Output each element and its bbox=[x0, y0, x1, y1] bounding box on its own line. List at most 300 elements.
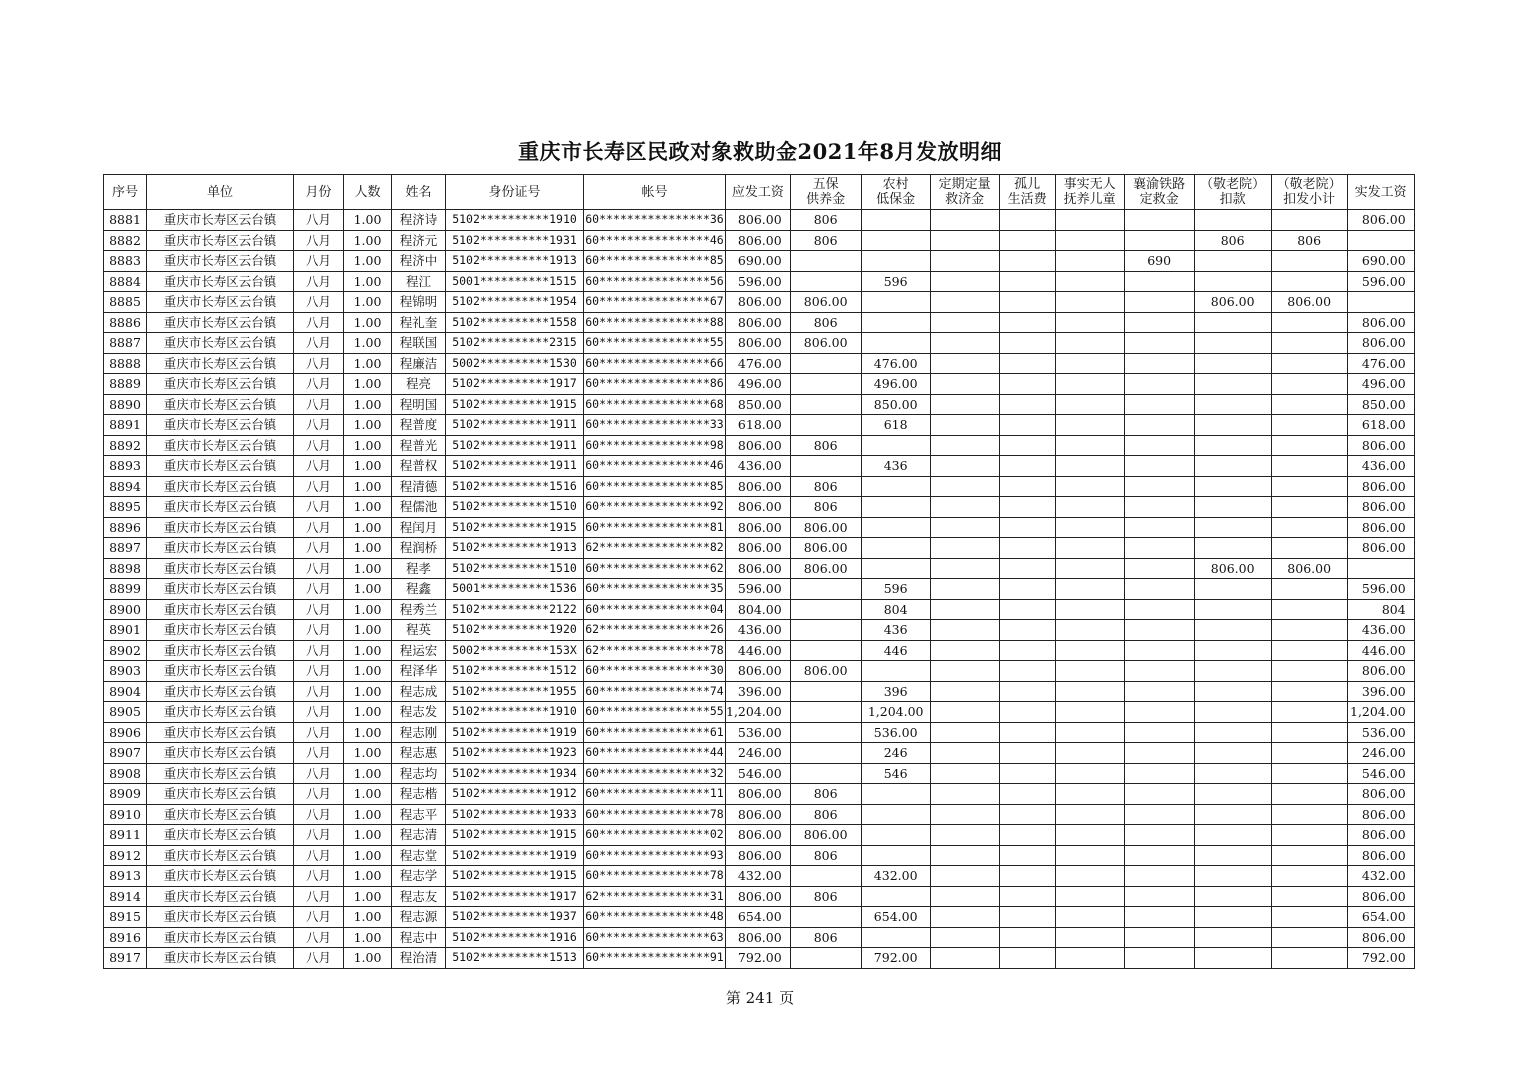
table-cell bbox=[930, 415, 999, 436]
table-cell: 重庆市长寿区云台镇 bbox=[147, 517, 294, 538]
table-cell: 5102**********1919 bbox=[446, 845, 584, 866]
table-cell bbox=[1271, 661, 1347, 682]
table-cell: 5102**********1910 bbox=[446, 210, 584, 231]
table-cell: 8914 bbox=[104, 886, 147, 907]
table-cell bbox=[1194, 866, 1271, 887]
table-cell bbox=[1271, 394, 1347, 415]
table-cell: 八月 bbox=[294, 620, 344, 641]
page-title: 重庆市长寿区民政对象救助金2021年8月发放明细 bbox=[517, 139, 1003, 164]
table-cell: 1.00 bbox=[344, 927, 392, 948]
table-cell: 806.00 bbox=[1347, 886, 1414, 907]
table-cell bbox=[861, 333, 930, 354]
table-cell bbox=[861, 538, 930, 559]
table-cell: 程清德 bbox=[392, 476, 446, 497]
table-cell: 8913 bbox=[104, 866, 147, 887]
table-cell: 重庆市长寿区云台镇 bbox=[147, 661, 294, 682]
table-cell bbox=[1271, 927, 1347, 948]
table-cell bbox=[1271, 333, 1347, 354]
table-cell bbox=[1124, 907, 1194, 928]
table-row bbox=[104, 230, 1415, 251]
table-cell: 806.00 bbox=[726, 210, 791, 231]
table-cell bbox=[1055, 292, 1124, 313]
table-cell bbox=[1055, 497, 1124, 518]
table-cell: 806 bbox=[790, 435, 861, 456]
table-cell bbox=[1194, 927, 1271, 948]
table-cell bbox=[1055, 517, 1124, 538]
table-cell bbox=[861, 804, 930, 825]
table-cell bbox=[1194, 948, 1271, 969]
table-cell bbox=[861, 312, 930, 333]
table-cell: 806 bbox=[790, 476, 861, 497]
table-cell: 8896 bbox=[104, 517, 147, 538]
table-cell: 806 bbox=[790, 210, 861, 231]
table-cell: 806.00 bbox=[1271, 292, 1347, 313]
table-cell: 八月 bbox=[294, 333, 344, 354]
column-header: 人数 bbox=[344, 175, 392, 210]
table-cell bbox=[1124, 722, 1194, 743]
table-row bbox=[104, 353, 1415, 374]
table-cell: 536.00 bbox=[861, 722, 930, 743]
table-cell: 1.00 bbox=[344, 415, 392, 436]
column-header: 农村 低保金 bbox=[861, 175, 930, 210]
table-cell bbox=[1194, 251, 1271, 272]
table-cell bbox=[1124, 825, 1194, 846]
table-cell bbox=[1194, 620, 1271, 641]
table-cell: 八月 bbox=[294, 456, 344, 477]
table-cell: 546.00 bbox=[1347, 763, 1414, 784]
table-cell bbox=[999, 435, 1055, 456]
table-cell bbox=[790, 866, 861, 887]
table-cell: 程志均 bbox=[392, 763, 446, 784]
table-cell: 1.00 bbox=[344, 558, 392, 579]
table-cell bbox=[1194, 640, 1271, 661]
table-cell bbox=[1271, 722, 1347, 743]
table-cell bbox=[1055, 312, 1124, 333]
table-cell: 8893 bbox=[104, 456, 147, 477]
table-cell bbox=[790, 271, 861, 292]
table-cell bbox=[930, 312, 999, 333]
table-cell: 5102**********1513 bbox=[446, 948, 584, 969]
table-cell: 1.00 bbox=[344, 845, 392, 866]
table-cell: 5102**********1955 bbox=[446, 681, 584, 702]
table-cell: 246.00 bbox=[726, 743, 791, 764]
table-cell bbox=[1194, 804, 1271, 825]
table-cell bbox=[1124, 620, 1194, 641]
table-cell bbox=[1055, 210, 1124, 231]
table-cell: 5102**********1516 bbox=[446, 476, 584, 497]
table-cell bbox=[999, 251, 1055, 272]
table-cell: 重庆市长寿区云台镇 bbox=[147, 230, 294, 251]
table-row bbox=[104, 804, 1415, 825]
table-row bbox=[104, 292, 1415, 313]
table-cell bbox=[999, 374, 1055, 395]
column-header: 序号 bbox=[104, 175, 147, 210]
table-cell: 八月 bbox=[294, 866, 344, 887]
table-cell bbox=[861, 558, 930, 579]
table-cell: 436.00 bbox=[1347, 456, 1414, 477]
table-cell bbox=[1124, 333, 1194, 354]
table-cell bbox=[1055, 681, 1124, 702]
table-cell bbox=[861, 845, 930, 866]
table-cell bbox=[1124, 517, 1194, 538]
table-cell bbox=[930, 722, 999, 743]
table-cell: 程济中 bbox=[392, 251, 446, 272]
table-cell: 476.00 bbox=[726, 353, 791, 374]
table-cell bbox=[930, 886, 999, 907]
table-cell bbox=[930, 948, 999, 969]
table-cell: 八月 bbox=[294, 702, 344, 723]
table-cell: 程英 bbox=[392, 620, 446, 641]
table-cell: 792.00 bbox=[1347, 948, 1414, 969]
table-cell: 重庆市长寿区云台镇 bbox=[147, 722, 294, 743]
table-cell: 5102**********1917 bbox=[446, 886, 584, 907]
table-cell: 5102**********1913 bbox=[446, 251, 584, 272]
table-cell: 806.00 bbox=[1347, 497, 1414, 518]
table-cell: 8883 bbox=[104, 251, 147, 272]
table-cell: 806.00 bbox=[1347, 661, 1414, 682]
table-cell: 806.00 bbox=[1347, 333, 1414, 354]
table-cell: 8891 bbox=[104, 415, 147, 436]
table-cell: 496.00 bbox=[861, 374, 930, 395]
table-cell bbox=[1055, 661, 1124, 682]
table-cell bbox=[1055, 251, 1124, 272]
table-cell bbox=[999, 230, 1055, 251]
table-cell bbox=[1194, 886, 1271, 907]
table-cell: 806.00 bbox=[790, 661, 861, 682]
table-cell: 806.00 bbox=[726, 476, 791, 497]
table-cell: 476.00 bbox=[861, 353, 930, 374]
table-cell bbox=[1194, 435, 1271, 456]
table-cell bbox=[861, 435, 930, 456]
table-cell: 重庆市长寿区云台镇 bbox=[147, 620, 294, 641]
table-cell: 八月 bbox=[294, 784, 344, 805]
column-header: 五保 供养金 bbox=[790, 175, 861, 210]
table-cell: 596.00 bbox=[1347, 579, 1414, 600]
table-cell bbox=[790, 415, 861, 436]
table-cell: 804.00 bbox=[726, 599, 791, 620]
table-cell: 546.00 bbox=[726, 763, 791, 784]
table-cell bbox=[1271, 312, 1347, 333]
column-header: 月份 bbox=[294, 175, 344, 210]
table-cell: 60****************44 bbox=[584, 743, 726, 764]
table-header bbox=[104, 175, 1415, 210]
table-cell: 60****************81 bbox=[584, 517, 726, 538]
table-cell bbox=[790, 681, 861, 702]
table-cell bbox=[1124, 661, 1194, 682]
table-cell: 432.00 bbox=[1347, 866, 1414, 887]
table-cell bbox=[999, 907, 1055, 928]
table-cell: 程志清 bbox=[392, 825, 446, 846]
table-cell bbox=[790, 743, 861, 764]
table-cell: 60****************74 bbox=[584, 681, 726, 702]
table-cell: 8907 bbox=[104, 743, 147, 764]
table-cell: 8908 bbox=[104, 763, 147, 784]
table-cell: 重庆市长寿区云台镇 bbox=[147, 456, 294, 477]
table-cell: 1.00 bbox=[344, 702, 392, 723]
table-cell bbox=[999, 599, 1055, 620]
table-cell: 程鑫 bbox=[392, 579, 446, 600]
table-cell bbox=[1194, 210, 1271, 231]
table-cell bbox=[861, 784, 930, 805]
table-row bbox=[104, 579, 1415, 600]
table-cell: 八月 bbox=[294, 804, 344, 825]
table-cell bbox=[1194, 476, 1271, 497]
table-cell: 446 bbox=[861, 640, 930, 661]
table-cell: 5102**********1510 bbox=[446, 497, 584, 518]
table-cell bbox=[1194, 538, 1271, 559]
table-cell bbox=[999, 538, 1055, 559]
table-cell bbox=[1124, 497, 1194, 518]
table-cell: 8895 bbox=[104, 497, 147, 518]
table-cell bbox=[1194, 579, 1271, 600]
table-cell: 60****************85 bbox=[584, 476, 726, 497]
table-cell: 程润桥 bbox=[392, 538, 446, 559]
table-cell: 八月 bbox=[294, 230, 344, 251]
table-cell bbox=[999, 743, 1055, 764]
table-cell: 八月 bbox=[294, 394, 344, 415]
table-cell: 8909 bbox=[104, 784, 147, 805]
table-cell: 1.00 bbox=[344, 251, 392, 272]
table-cell bbox=[1055, 394, 1124, 415]
table-cell: 1,204.00 bbox=[1347, 702, 1414, 723]
table-cell bbox=[1124, 415, 1194, 436]
table-cell bbox=[790, 579, 861, 600]
table-cell: 八月 bbox=[294, 497, 344, 518]
table-cell bbox=[930, 804, 999, 825]
table-cell: 1.00 bbox=[344, 538, 392, 559]
table-cell bbox=[999, 415, 1055, 436]
column-header: （敬老院） 扣款 bbox=[1194, 175, 1271, 210]
table-cell: 690 bbox=[1124, 251, 1194, 272]
table-cell bbox=[1271, 271, 1347, 292]
table-cell: 8912 bbox=[104, 845, 147, 866]
table-cell: 八月 bbox=[294, 415, 344, 436]
table-cell bbox=[1124, 702, 1194, 723]
table-cell: 60****************55 bbox=[584, 333, 726, 354]
table-cell bbox=[1271, 374, 1347, 395]
table-cell: 1.00 bbox=[344, 907, 392, 928]
table-cell bbox=[1055, 927, 1124, 948]
table-cell: 806.00 bbox=[790, 538, 861, 559]
table-cell bbox=[930, 394, 999, 415]
table-cell bbox=[790, 640, 861, 661]
table-cell: 八月 bbox=[294, 886, 344, 907]
table-cell bbox=[930, 497, 999, 518]
table-cell: 5102**********1917 bbox=[446, 374, 584, 395]
table-cell bbox=[1055, 886, 1124, 907]
table-cell: 5102**********1912 bbox=[446, 784, 584, 805]
table-cell: 1.00 bbox=[344, 599, 392, 620]
table-cell bbox=[1271, 702, 1347, 723]
table-cell: 596.00 bbox=[1347, 271, 1414, 292]
table-cell: 60****************30 bbox=[584, 661, 726, 682]
table-cell: 436.00 bbox=[1347, 620, 1414, 641]
table-cell bbox=[1194, 702, 1271, 723]
table-cell: 246 bbox=[861, 743, 930, 764]
table-cell: 1.00 bbox=[344, 948, 392, 969]
table-row bbox=[104, 743, 1415, 764]
table-cell: 60****************93 bbox=[584, 845, 726, 866]
table-cell bbox=[1271, 743, 1347, 764]
table-cell bbox=[1055, 456, 1124, 477]
table-cell: 806.00 bbox=[726, 927, 791, 948]
table-cell: 60****************86 bbox=[584, 374, 726, 395]
table-cell bbox=[1194, 784, 1271, 805]
table-cell: 5102**********1915 bbox=[446, 866, 584, 887]
table-cell: 806.00 bbox=[1347, 845, 1414, 866]
table-cell: 806.00 bbox=[726, 804, 791, 825]
table-row bbox=[104, 251, 1415, 272]
table-row bbox=[104, 886, 1415, 907]
table-cell bbox=[790, 456, 861, 477]
table-cell: 重庆市长寿区云台镇 bbox=[147, 784, 294, 805]
table-cell bbox=[999, 456, 1055, 477]
table-cell: 重庆市长寿区云台镇 bbox=[147, 271, 294, 292]
table-cell: 806.00 bbox=[726, 661, 791, 682]
table-cell: 八月 bbox=[294, 845, 344, 866]
table-cell: 806.00 bbox=[1347, 927, 1414, 948]
table-cell: 806.00 bbox=[1347, 435, 1414, 456]
table-cell bbox=[930, 825, 999, 846]
table-cell: 654.00 bbox=[726, 907, 791, 928]
table-cell: 八月 bbox=[294, 661, 344, 682]
table-cell: 重庆市长寿区云台镇 bbox=[147, 251, 294, 272]
table-cell: 60****************35 bbox=[584, 579, 726, 600]
table-cell bbox=[1055, 722, 1124, 743]
table-cell bbox=[1124, 230, 1194, 251]
table-cell: 806.00 bbox=[1194, 292, 1271, 313]
table-cell bbox=[930, 599, 999, 620]
table-cell bbox=[861, 886, 930, 907]
table-cell bbox=[930, 845, 999, 866]
table-row bbox=[104, 866, 1415, 887]
table-cell bbox=[1124, 456, 1194, 477]
table-cell: 806 bbox=[790, 784, 861, 805]
table-cell bbox=[1271, 456, 1347, 477]
table-cell: 806.00 bbox=[1347, 210, 1414, 231]
column-header: 身份证号 bbox=[446, 175, 584, 210]
table-cell bbox=[1124, 353, 1194, 374]
table-cell: 806 bbox=[1194, 230, 1271, 251]
table-cell bbox=[1055, 763, 1124, 784]
table-cell: 62****************26 bbox=[584, 620, 726, 641]
table-cell bbox=[1271, 804, 1347, 825]
relief-payment-table bbox=[103, 174, 1415, 969]
table-cell bbox=[1124, 210, 1194, 231]
table-cell bbox=[1271, 763, 1347, 784]
table-cell: 60****************61 bbox=[584, 722, 726, 743]
table-cell: 806 bbox=[790, 312, 861, 333]
table-cell: 60****************36 bbox=[584, 210, 726, 231]
table-row bbox=[104, 333, 1415, 354]
table-cell bbox=[930, 702, 999, 723]
table-cell bbox=[1271, 620, 1347, 641]
table-cell: 806.00 bbox=[726, 886, 791, 907]
table-cell bbox=[1194, 763, 1271, 784]
column-header: 事实无人 抚养儿童 bbox=[1055, 175, 1124, 210]
table-cell: 八月 bbox=[294, 722, 344, 743]
table-cell: 重庆市长寿区云台镇 bbox=[147, 333, 294, 354]
table-cell bbox=[1124, 681, 1194, 702]
table-cell: 806.00 bbox=[1347, 784, 1414, 805]
table-cell: 八月 bbox=[294, 538, 344, 559]
table-cell: 8911 bbox=[104, 825, 147, 846]
table-cell bbox=[930, 640, 999, 661]
table-cell: 60****************88 bbox=[584, 312, 726, 333]
table-cell bbox=[1124, 476, 1194, 497]
table-cell: 806.00 bbox=[790, 558, 861, 579]
table-cell: 重庆市长寿区云台镇 bbox=[147, 640, 294, 661]
table-cell bbox=[1055, 948, 1124, 969]
table-cell bbox=[1194, 415, 1271, 436]
table-cell: 1.00 bbox=[344, 517, 392, 538]
table-cell: 程泽华 bbox=[392, 661, 446, 682]
table-cell bbox=[1124, 292, 1194, 313]
table-cell: 806.00 bbox=[726, 230, 791, 251]
table-row bbox=[104, 927, 1415, 948]
table-cell bbox=[999, 784, 1055, 805]
table-cell bbox=[999, 825, 1055, 846]
table-cell bbox=[1271, 784, 1347, 805]
table-cell: 8897 bbox=[104, 538, 147, 559]
table-cell bbox=[1124, 435, 1194, 456]
table-cell: 8894 bbox=[104, 476, 147, 497]
table-cell: 程秀兰 bbox=[392, 599, 446, 620]
table-cell: 806.00 bbox=[726, 312, 791, 333]
table-cell: 476.00 bbox=[1347, 353, 1414, 374]
table-cell: 八月 bbox=[294, 251, 344, 272]
table-cell: 八月 bbox=[294, 763, 344, 784]
table-cell: 618.00 bbox=[1347, 415, 1414, 436]
table-row bbox=[104, 374, 1415, 395]
table-cell bbox=[1194, 681, 1271, 702]
table-cell: 8884 bbox=[104, 271, 147, 292]
column-header: 帐号 bbox=[584, 175, 726, 210]
table-cell: 5002**********153X bbox=[446, 640, 584, 661]
table-cell: 806.00 bbox=[726, 333, 791, 354]
table-cell: 重庆市长寿区云台镇 bbox=[147, 907, 294, 928]
table-cell: 八月 bbox=[294, 681, 344, 702]
table-cell: 程志中 bbox=[392, 927, 446, 948]
table-cell: 1.00 bbox=[344, 579, 392, 600]
table-row bbox=[104, 620, 1415, 641]
table-cell bbox=[1055, 743, 1124, 764]
table-cell: 重庆市长寿区云台镇 bbox=[147, 558, 294, 579]
table-cell: 446.00 bbox=[726, 640, 791, 661]
table-cell: 1.00 bbox=[344, 804, 392, 825]
table-cell: 5102**********1558 bbox=[446, 312, 584, 333]
table-cell: 60****************67 bbox=[584, 292, 726, 313]
table-cell: 806.00 bbox=[1347, 804, 1414, 825]
table-cell: 重庆市长寿区云台镇 bbox=[147, 292, 294, 313]
table-cell: 重庆市长寿区云台镇 bbox=[147, 702, 294, 723]
table-cell: 程普权 bbox=[392, 456, 446, 477]
table-cell bbox=[861, 210, 930, 231]
table-cell bbox=[1271, 845, 1347, 866]
table-row bbox=[104, 907, 1415, 928]
table-body bbox=[104, 210, 1415, 969]
table-cell bbox=[1271, 886, 1347, 907]
table-cell: 60****************85 bbox=[584, 251, 726, 272]
table-cell: 程志平 bbox=[392, 804, 446, 825]
column-header: 应发工资 bbox=[726, 175, 791, 210]
table-cell bbox=[1055, 784, 1124, 805]
table-row bbox=[104, 558, 1415, 579]
table-cell: 5001**********1536 bbox=[446, 579, 584, 600]
table-cell bbox=[930, 271, 999, 292]
table-cell bbox=[1194, 312, 1271, 333]
table-cell: 1.00 bbox=[344, 886, 392, 907]
